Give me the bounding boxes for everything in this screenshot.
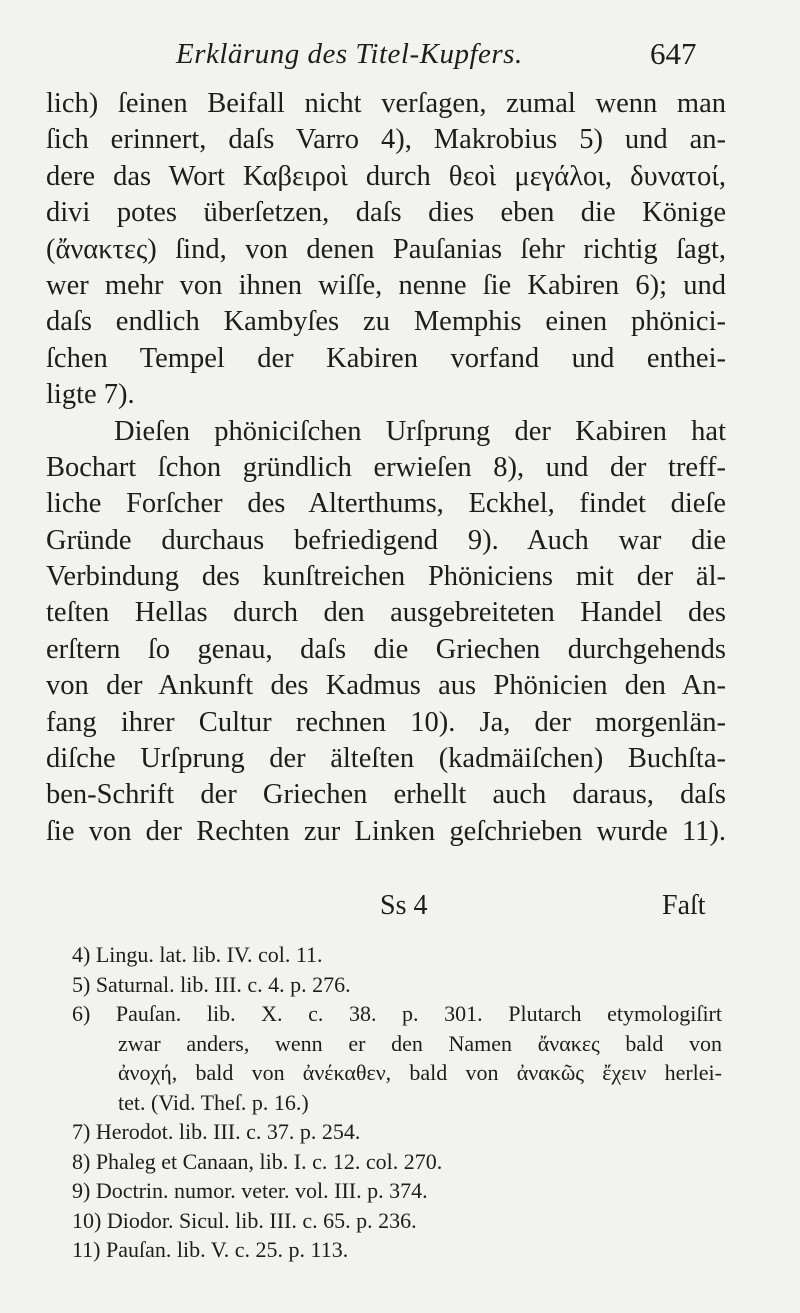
footnote-continuation: tet. (Vid. Theſ. p. 16.) [118,1089,309,1115]
body-line: liche Forſcher des Alterthums, Eckhel, findet dieſe [46,488,726,520]
body-line: Gründe durchaus befriedigend 9). Auch war die [46,524,726,556]
body-line: fang ihrer Cultur rechnen 10). Ja, der morgenlän- [46,706,726,738]
footnote: 10) Diodor. Sicul. lib. III. c. 65. p. 236. [72,1207,417,1233]
footnotes [72,940,722,1265]
body-line: dere das Wort Καβειροὶ durch θεοὶ μεγάλοι, δυνατοί, [46,160,726,192]
body-line: ſie von der Rechten zur Linken geſchrieben wurde 11). [46,815,726,847]
body-line: Dieſen phöniciſchen Urſprung der Kabiren hat [114,415,726,447]
body-line: von der Ankunft des Kadmus aus Phönicien den An- [46,670,726,702]
body-line: Bochart ſchon gründlich erwieſen 8), und der treff- [46,451,726,483]
body-line: ben-Schrift der Griechen erhellt auch daraus, daſs [46,779,726,811]
body-line: ſich erinnert, daſs Varro 4), Makrobius 5) und an- [46,124,726,156]
footnote: 5) Saturnal. lib. III. c. 4. p. 276. [72,971,351,997]
body-text [46,86,726,850]
footnote: 4) Lingu. lat. lib. IV. col. 11. [72,942,323,967]
footnote-continuation: zwar anders, wenn er den Namen ἄνακες bald von [118,1030,722,1056]
catchword: Faſt [662,890,706,921]
running-header-title: Erklärung des Titel-Kupfers. [176,38,523,70]
footnote: 9) Doctrin. numor. veter. vol. III. p. 374. [72,1178,428,1203]
body-line: daſs endlich Kambyſes zu Memphis einen phönici- [46,306,726,338]
footnote: 11) Pauſan. lib. V. c. 25. p. 113. [72,1237,349,1262]
footnote: 8) Phaleg et Canaan, lib. I. c. 12. col. 270. [72,1148,443,1174]
body-line: Verbindung des kunſtreichen Phöniciens mit der äl- [46,561,726,593]
body-line: ligte 7). [46,379,135,411]
body-line: (ἄνακτες) ſind, von denen Pauſanias ſehr richtig ſagt, [46,233,726,265]
page-number: 647 [650,36,697,71]
body-line: teſten Hellas durch den ausgebreiteten Handel des [46,597,726,629]
body-line: diſche Urſprung der älteſten (kadmäiſchen) Buchſta- [46,743,726,775]
footnote-continuation: ἀνοχή, bald von ἀνέκαθεν, bald von ἀνακῶς ἔχειν herlei- [118,1060,722,1085]
body-line: erſtern ſo genau, daſs die Griechen durchgehends [46,633,726,665]
footnote: 7) Herodot. lib. III. c. 37. p. 254. [72,1119,361,1144]
footnote: 6) Pauſan. lib. X. c. 38. p. 301. Plutarch etymologiſirt [72,1001,722,1026]
body-line: wer mehr von ihnen wiſſe, nenne ſie Kabiren 6); und [46,269,726,301]
signature-mark: Ss 4 [380,890,428,921]
body-line: divi potes überſetzen, daſs dies eben die Könige [46,197,726,229]
body-line: ſchen Tempel der Kabiren vorfand und enthei- [46,342,726,374]
body-line: lich) ſeinen Beifall nicht verſagen, zumal wenn man [46,88,726,119]
